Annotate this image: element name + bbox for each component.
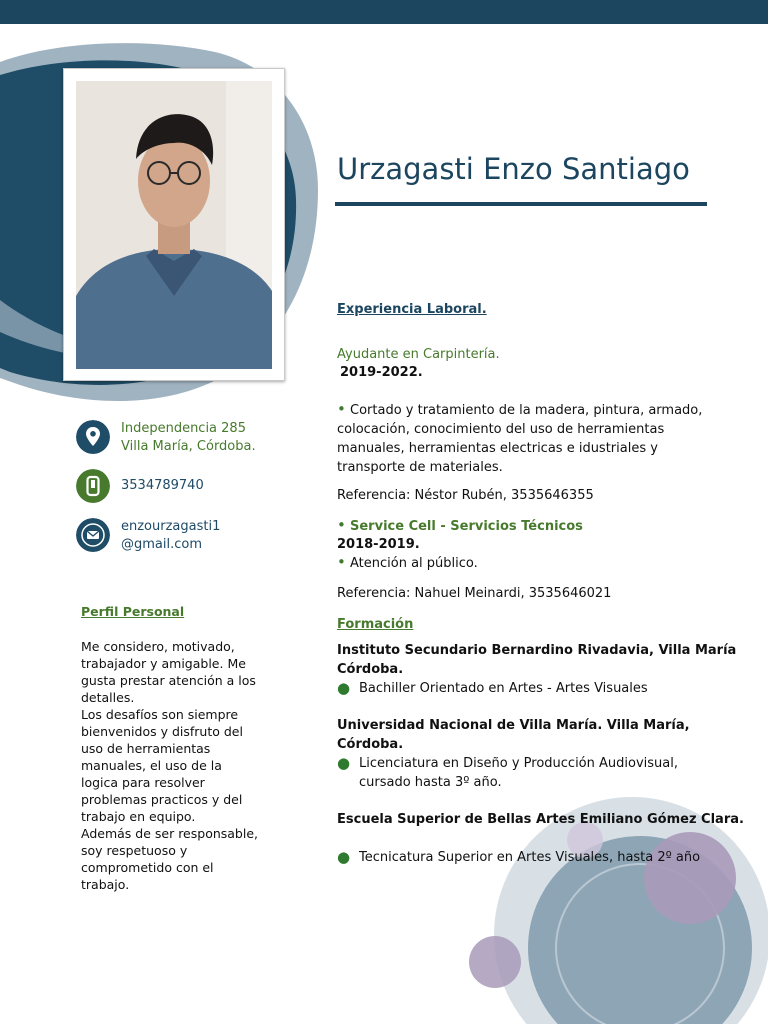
job-years: 2018-2019. [337,537,420,552]
profile-heading: Perfil Personal [81,604,185,619]
profile-photo [76,81,272,369]
phone-number[interactable]: 3534789740 [121,478,204,493]
job-description: • Cortado y tratamiento de la madera, pintura, armado, colocación, conocimiento del uso de herramientas manuales, herramientas electricas e idustriales y transporte de materiales. [337,400,703,475]
profile-paragraph: Los desafíos son siempre bienvenidos y disfruto del uso de herramientas manuales, el uso de la logica para resolver problemas practicos y del trabajo en equipo. [81,707,243,824]
bullet-icon: • [337,553,346,571]
bullet-icon: • [337,516,346,534]
education-heading: Formación [337,617,414,632]
profile-photo-frame [63,68,285,381]
bullet-icon: ● [337,679,351,697]
job-reference: Referencia: Néstor Rubén, 3535646355 [337,488,594,503]
job-years: 2019-2022. [340,365,423,380]
bullet-icon: ● [337,848,351,866]
name-underline [335,202,707,206]
candidate-name: Urzagasti Enzo Santiago [337,152,690,186]
email-address[interactable] [121,518,220,554]
school-name: Escuela Superior de Bellas Artes Emiliano Gómez Clara. [337,812,744,827]
bullet-icon: ● [337,754,351,772]
location-pin-icon [76,420,110,454]
bullet-icon: • [337,400,346,418]
address-line-2: Villa María, Córdoba. [121,439,256,454]
school-name: Universidad Nacional de Villa María. Villa María, Córdoba. [337,718,690,752]
profile-paragraph: Me considero, motivado, trabajador y amigable. Me gusta prestar atención a los detalles. [81,639,256,705]
email-line-1: enzourzagasti1 [121,519,221,534]
address-block [121,420,256,456]
email-line-2: @gmail.com [121,537,203,552]
profile-text [81,638,261,893]
bottom-right-circles [469,797,768,1024]
job-title: • Service Cell - Servicios Técnicos [337,516,583,534]
job-title: Ayudante en Carpintería. [337,347,500,362]
job-reference: Referencia: Nahuel Meinardi, 3535646021 [337,586,612,601]
experience-heading: Experiencia Laboral. [337,302,487,317]
email-icon [76,518,110,552]
job-description: • Atención al público. [337,553,478,571]
school-name: Instituto Secundario Bernardino Rivadavia, Villa María Córdoba. [337,643,737,677]
phone-icon [76,469,110,503]
address-line-1: Independencia 285 [121,421,246,436]
profile-paragraph: Además de ser responsable, soy respetuoso y comprometido con el trabajo. [81,826,259,892]
